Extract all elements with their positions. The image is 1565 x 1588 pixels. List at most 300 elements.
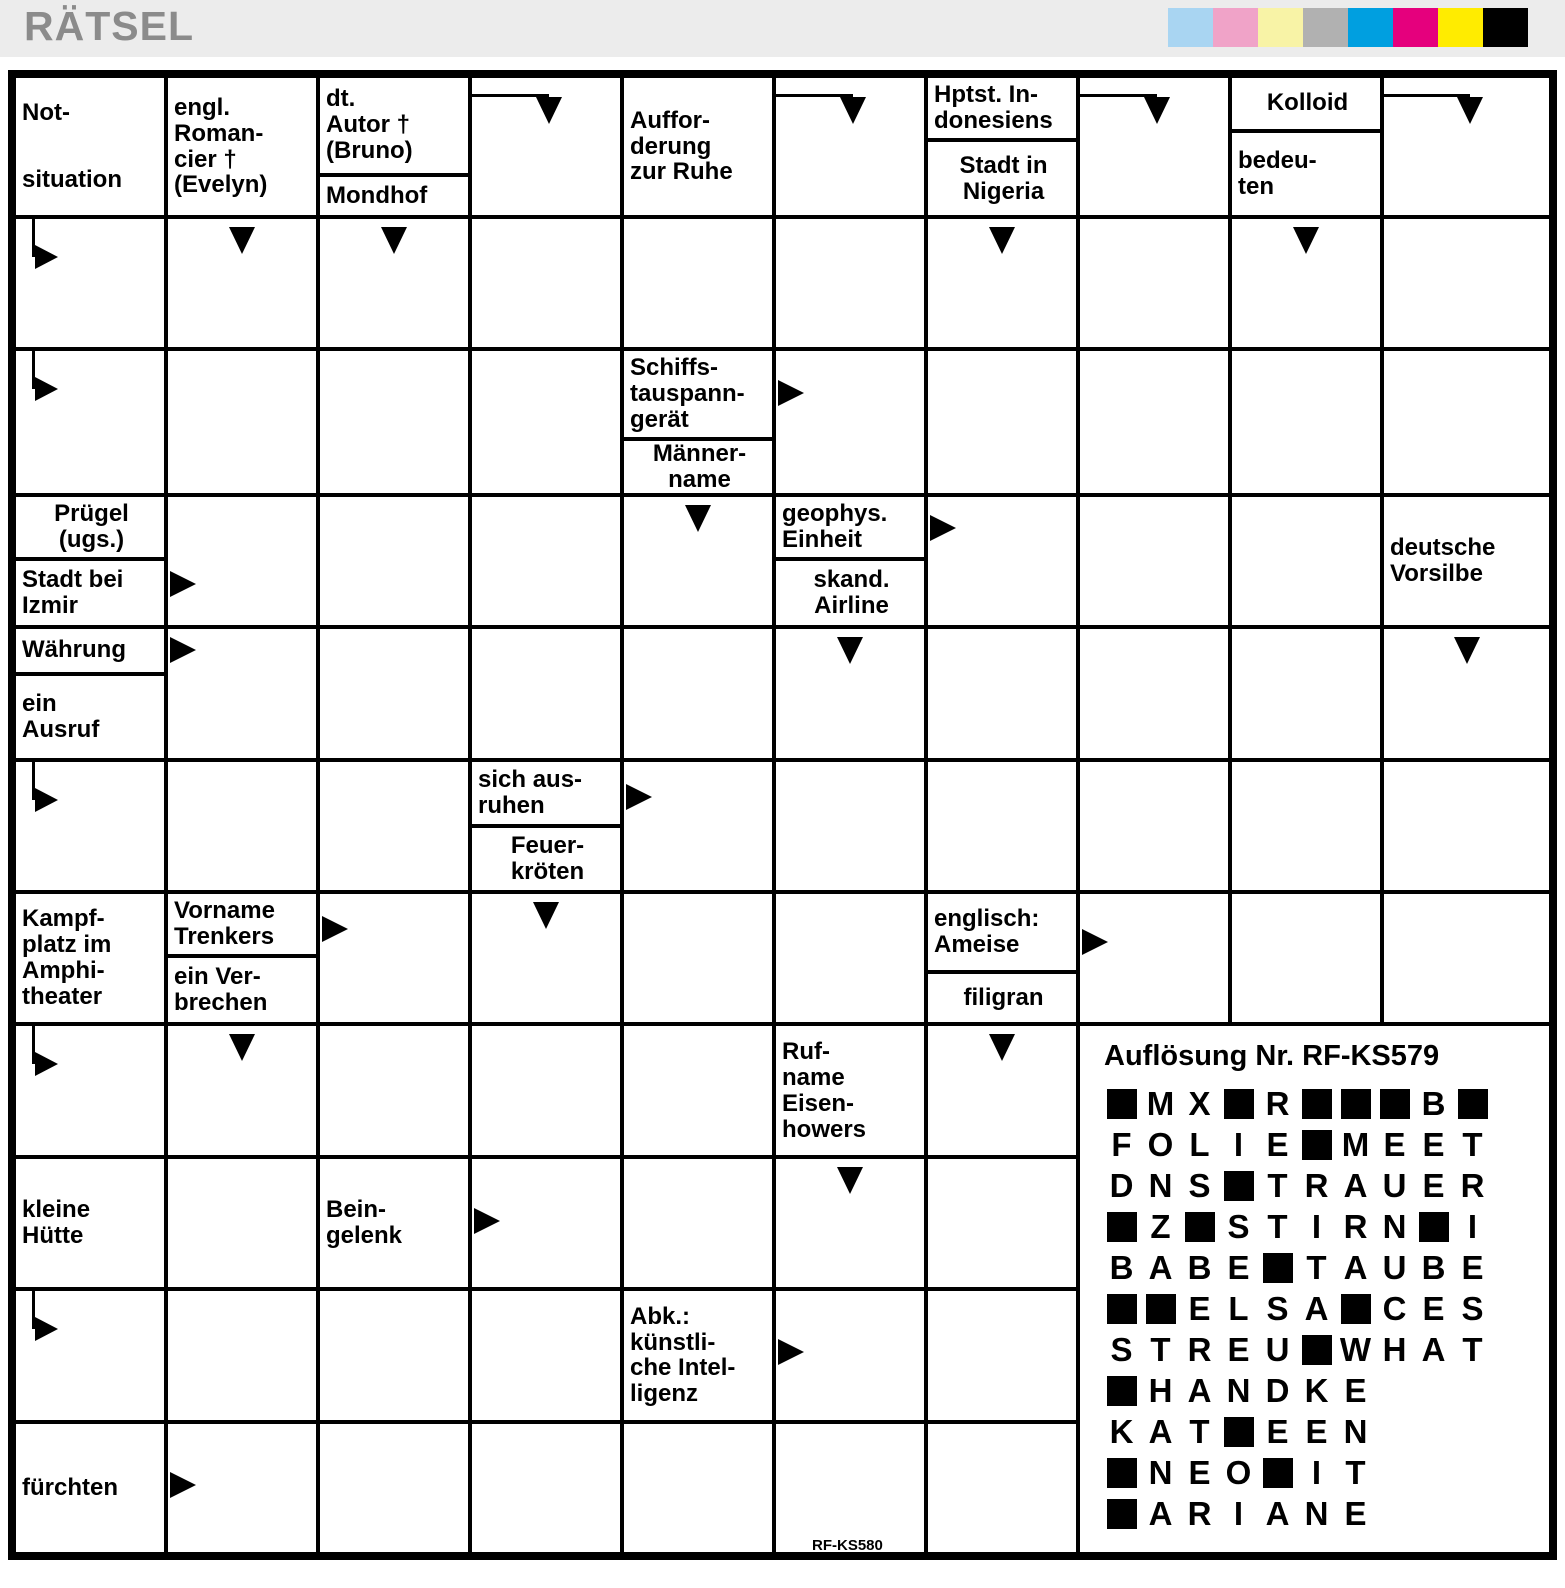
solution-letter: E [1344,1494,1367,1532]
clue-line: fürchten [22,1473,118,1501]
answer-cell[interactable] [166,1289,318,1421]
clue-line: englisch: [934,904,1040,932]
clue-cell [622,76,774,217]
clue-line: Hptst. In- [934,81,1038,109]
page-title: RÄTSEL [24,3,194,49]
solution-letter: U [1265,1330,1290,1368]
solution-letter: U [1382,1166,1407,1204]
answer-cell[interactable] [318,1024,470,1156]
answer-cell[interactable] [774,349,926,495]
answer-cell[interactable] [1078,627,1230,759]
clue-line: Airline [814,592,889,620]
solution-letter: R [1304,1166,1329,1204]
bent-down-arrow-icon [1384,94,1470,97]
answer-cell[interactable] [318,1289,470,1421]
answer-cell[interactable] [470,217,622,349]
solution-letter: E [1266,1125,1289,1163]
answer-cell[interactable] [926,1422,1078,1554]
clue-cell [318,1157,470,1289]
solution-letter: I [1233,1125,1244,1163]
clue-line: Eisen- [782,1089,855,1117]
clue-section [776,1026,924,1154]
solution-letter: A [1148,1412,1173,1450]
color-swatch [1438,8,1483,47]
answer-cell[interactable] [1230,892,1382,1024]
color-swatch [1303,8,1348,47]
solution-letter: O [1147,1125,1174,1163]
answer-cell[interactable] [1382,76,1551,217]
answer-cell[interactable] [1382,760,1551,892]
answer-cell[interactable] [774,76,926,217]
clue-line: Stadt bei [22,566,124,594]
answer-cell[interactable] [1078,217,1230,349]
answer-cell[interactable] [774,760,926,892]
answer-cell[interactable] [318,217,470,349]
color-swatch [1348,8,1393,47]
clue-cell [926,76,1078,217]
clue-line: ein Ver- [174,963,261,991]
solution-letter: E [1422,1125,1445,1163]
clue-section [16,1159,164,1287]
clue-line: situation [22,165,122,193]
down-arrow-icon [837,1167,863,1194]
answer-cell[interactable] [470,349,622,495]
clue-line: theater [22,983,103,1011]
answer-cell[interactable] [1078,76,1230,217]
black-square [1107,1458,1137,1488]
clue-line: Einheit [782,526,863,553]
clue-line: Stadt in [959,151,1048,179]
answer-cell[interactable] [1230,627,1382,759]
answer-cell[interactable] [14,349,166,495]
answer-cell[interactable] [774,1422,926,1554]
clue-line: deutsche [1390,534,1496,562]
clue-section [624,441,772,493]
clue-line: kröten [510,858,585,886]
solution-letter: N [1148,1453,1173,1491]
solution-letter: D [1109,1166,1134,1204]
down-arrow-icon [381,227,407,254]
clue-section [16,1424,164,1552]
clue-section [624,78,772,215]
color-swatch [1258,8,1303,47]
clue-section [624,351,772,440]
answer-cell[interactable] [926,349,1078,495]
solution-letter: R [1265,1084,1290,1122]
clue-section [16,78,164,215]
down-arrow-icon [989,227,1015,254]
clue-line: künstli- [630,1328,716,1356]
clue-line: brechen [174,989,268,1017]
solution-letter: T [1462,1330,1483,1368]
clue-section [168,78,316,215]
down-arrow-icon [533,902,559,929]
down-arrow-icon [685,505,711,532]
answer-cell[interactable] [470,1157,622,1289]
solution-letter: A [1265,1494,1290,1532]
solution-letter: T [1189,1412,1210,1450]
clue-cell [14,1422,166,1554]
black-square [1341,1294,1371,1324]
solution-row [1102,1493,1541,1534]
solution-letter: E [1383,1125,1406,1163]
answer-cell[interactable] [622,892,774,1024]
color-swatch [1483,8,1528,47]
down-arrow-icon [229,1034,255,1061]
clue-section [320,177,468,215]
answer-cell[interactable] [774,1289,926,1421]
clue-cell [622,1289,774,1421]
down-arrow-icon [989,1034,1015,1061]
solution-letter: M [1341,1125,1370,1163]
clue-line: Trenkers [174,923,275,951]
solution-letter: E [1188,1289,1211,1327]
answer-cell[interactable] [1078,892,1230,1024]
answer-cell[interactable] [166,760,318,892]
answer-cell[interactable] [926,1157,1078,1289]
clue-line: ligenz [630,1380,699,1408]
clue-line: Ausruf [22,715,100,743]
black-square [1224,1171,1254,1201]
clue-line: engl. [174,93,231,121]
solution-letter: A [1148,1248,1173,1286]
clue-line: Bein- [326,1196,386,1224]
solution-letter: T [1345,1453,1366,1491]
solution-letter: E [1422,1289,1445,1327]
clue-line: Izmir [22,592,79,620]
clue-section [1384,497,1549,625]
answer-cell[interactable] [318,1422,470,1554]
black-square [1107,1212,1137,1242]
black-square [1107,1499,1137,1529]
clue-line: Prügel [54,500,129,528]
clue-section [472,828,620,890]
solution-letter: Z [1150,1207,1171,1245]
clue-line: Vorsilbe [1390,560,1483,588]
answer-cell[interactable] [1382,217,1551,349]
solution-letter: T [1150,1330,1171,1368]
clue-line: Not- [22,99,70,127]
color-swatch [1168,8,1213,47]
solution-letter: R [1187,1330,1212,1368]
answer-cell[interactable] [14,217,166,349]
solution-row [1102,1165,1541,1206]
answer-cell[interactable] [1078,760,1230,892]
clue-cell [1382,495,1551,627]
answer-cell[interactable] [622,1157,774,1289]
clue-line: bedeu- [1238,146,1317,174]
clue-cell [14,1157,166,1289]
clue-cell [470,760,622,892]
answer-cell[interactable] [166,217,318,349]
solution-letter: C [1382,1289,1407,1327]
solution-row [1102,1288,1541,1329]
answer-cell[interactable] [926,1289,1078,1421]
down-arrow-icon [1454,637,1480,664]
solution-letter: A [1304,1289,1329,1327]
clue-section [168,958,316,1022]
bent-right-arrow-icon [32,1291,35,1329]
right-arrow-icon [778,1339,804,1365]
answer-cell[interactable] [1230,760,1382,892]
down-arrow-icon [229,227,255,254]
answer-cell[interactable] [166,1024,318,1156]
clue-line: Roman- [174,119,264,147]
answer-cell[interactable] [470,1422,622,1554]
clue-line: Kolloid [1266,89,1349,117]
solution-letter: N [1226,1371,1251,1409]
solution-letter: R [1343,1207,1368,1245]
solution-letter: O [1225,1453,1252,1491]
black-square [1107,1376,1137,1406]
black-square [1185,1212,1215,1242]
answer-cell[interactable] [470,892,622,1024]
clue-cell [774,1024,926,1156]
clue-line: ten [1238,172,1274,200]
clue-section [928,974,1076,1023]
bent-right-arrow-icon [32,1026,35,1064]
clue-section [1232,133,1380,215]
solution-letter: K [1109,1412,1134,1450]
answer-cell[interactable] [926,217,1078,349]
clue-cell [926,892,1078,1024]
puzzle-code: RF-KS580 [812,1537,883,1554]
answer-cell[interactable] [622,1422,774,1554]
clue-cell [1230,76,1382,217]
solution-letter: S [1110,1330,1133,1368]
clue-line: platz im [22,931,112,959]
answer-cell[interactable] [318,892,470,1024]
answer-cell[interactable] [14,760,166,892]
solution-letter: N [1148,1166,1173,1204]
clue-line: Vorname [174,897,275,925]
solution-letter: I [1311,1453,1322,1491]
solution-letter: S [1266,1289,1289,1327]
answer-cell[interactable] [1078,349,1230,495]
solution-letter: H [1382,1330,1407,1368]
solution-row [1102,1247,1541,1288]
answer-cell[interactable] [166,495,318,627]
solution-row [1102,1083,1541,1124]
solution-letter: S [1461,1289,1484,1327]
answer-cell[interactable] [622,1024,774,1156]
clue-line: ein [22,689,57,717]
solution-letter: I [1233,1494,1244,1532]
answer-cell[interactable] [926,495,1078,627]
clue-line: kleine [22,1196,91,1224]
answer-cell[interactable] [14,1024,166,1156]
solution-letter: L [1228,1289,1249,1327]
solution-letter: T [1267,1166,1288,1204]
right-arrow-icon [626,784,652,810]
solution-letter: I [1467,1207,1478,1245]
solution-letter: U [1382,1248,1407,1286]
answer-cell[interactable] [1230,495,1382,627]
right-arrow-icon [1082,929,1108,955]
clue-section [320,1159,468,1287]
clue-line: name [782,1063,845,1091]
answer-cell[interactable] [1382,349,1551,495]
clue-section [16,561,164,625]
bent-right-arrow-icon [32,762,35,800]
clue-line: tauspann- [630,380,745,407]
solution-row [1102,1370,1541,1411]
clue-section [928,894,1076,974]
clue-line: gelenk [326,1222,403,1250]
clue-line: gerät [630,405,689,433]
clue-line: Kampf- [22,905,105,933]
answer-cell[interactable] [622,627,774,759]
answer-cell[interactable] [318,495,470,627]
answer-cell[interactable] [1230,349,1382,495]
clue-section [16,497,164,561]
solution-letter: A [1343,1248,1368,1286]
solution-letter: B [1187,1248,1212,1286]
clue-line: dt. [326,85,356,113]
clue-line: skand. [813,566,890,594]
solution-row [1102,1124,1541,1165]
clue-section [776,497,924,561]
crossword-grid [8,70,1557,1560]
solution-row [1102,1452,1541,1493]
solution-letter: A [1421,1330,1446,1368]
answer-cell[interactable] [318,627,470,759]
right-arrow-icon [930,515,956,541]
answer-cell[interactable] [318,349,470,495]
solution-letter: N [1382,1207,1407,1245]
solution-letter: N [1304,1494,1329,1532]
clue-cell [166,892,318,1024]
answer-cell[interactable] [926,760,1078,892]
down-arrow-icon [837,637,863,664]
clue-line: Ruf- [782,1037,830,1065]
solution-title: Auflösung Nr. RF-KS579 [1104,1040,1440,1073]
clue-line: Schiffs- [630,354,719,382]
answer-cell[interactable] [774,627,926,759]
solution-row [1102,1329,1541,1370]
black-square [1107,1294,1137,1324]
solution-letter: X [1188,1084,1211,1122]
clue-section [16,894,164,1022]
answer-cell[interactable] [166,349,318,495]
black-square [1419,1212,1449,1242]
answer-cell[interactable] [470,1289,622,1421]
answer-cell[interactable] [470,76,622,217]
answer-cell[interactable] [1230,217,1382,349]
black-square [1302,1089,1332,1119]
clue-line: Ameise [934,930,1020,958]
right-arrow-icon [474,1208,500,1234]
black-square [1302,1130,1332,1160]
clue-line: Autor † [326,111,410,139]
solution-letter: E [1461,1248,1484,1286]
clue-line: Währung [22,636,126,664]
clue-line: ruhen [478,792,545,820]
answer-cell[interactable] [1382,892,1551,1024]
answer-cell[interactable] [926,627,1078,759]
answer-cell[interactable] [470,627,622,759]
answer-cell[interactable] [470,1024,622,1156]
solution-letter: S [1188,1166,1211,1204]
answer-cell[interactable] [470,495,622,627]
solution-letter: T [1462,1125,1483,1163]
answer-cell[interactable] [166,1422,318,1554]
right-arrow-icon [170,637,196,663]
solution-letter: B [1109,1248,1134,1286]
page-header [0,0,1565,57]
print-color-bar [1168,8,1528,47]
answer-cell[interactable] [622,760,774,892]
solution-grid [1102,1083,1541,1534]
down-arrow-icon [1293,227,1319,254]
clue-line: Auffor- [630,106,710,134]
clue-section [168,894,316,958]
black-square [1458,1089,1488,1119]
clue-section [1232,78,1380,133]
right-arrow-icon [778,380,804,406]
black-square [1263,1458,1293,1488]
color-swatch [1213,8,1258,47]
bent-down-arrow-icon [472,94,549,97]
clue-line: Männer- [652,440,747,467]
solution-letter: A [1187,1371,1212,1409]
answer-cell[interactable] [926,1024,1078,1156]
clue-section [16,629,164,675]
clue-line: (Evelyn) [174,171,268,199]
clue-line: zur Ruhe [630,158,733,186]
clue-cell [622,349,774,495]
clue-line: Amphi- [22,957,105,985]
solution-letter: I [1311,1207,1322,1245]
answer-cell[interactable] [622,495,774,627]
clue-line: name [668,465,731,493]
bent-right-arrow-icon [32,351,35,389]
clue-section [320,78,468,177]
clue-section [16,676,164,758]
answer-cell[interactable] [774,892,926,1024]
clue-line: Nigeria [962,177,1045,205]
solution-letter: A [1148,1494,1173,1532]
clue-cell [14,627,166,759]
answer-cell[interactable] [1382,627,1551,759]
clue-line: Feuer- [510,832,585,860]
clue-line: geophys. [782,500,888,528]
answer-cell[interactable] [166,1157,318,1289]
solution-letter: E [1305,1412,1328,1450]
clue-section [472,762,620,829]
solution-letter: E [1227,1248,1250,1286]
answer-cell[interactable] [318,760,470,892]
clue-section [776,561,924,625]
solution-letter: E [1266,1412,1289,1450]
answer-cell[interactable] [774,217,926,349]
answer-cell[interactable] [1078,495,1230,627]
clue-section [624,1291,772,1419]
bent-down-arrow-icon [776,94,853,97]
answer-cell[interactable] [622,217,774,349]
clue-line: filigran [963,984,1044,1012]
clue-cell [318,76,470,217]
black-square [1341,1089,1371,1119]
black-square [1380,1089,1410,1119]
answer-cell[interactable] [774,1157,926,1289]
solution-letter: K [1304,1371,1329,1409]
clue-cell [14,892,166,1024]
bent-right-arrow-icon [32,219,35,257]
answer-cell[interactable] [166,627,318,759]
right-arrow-icon [170,571,196,597]
answer-cell[interactable] [14,1289,166,1421]
